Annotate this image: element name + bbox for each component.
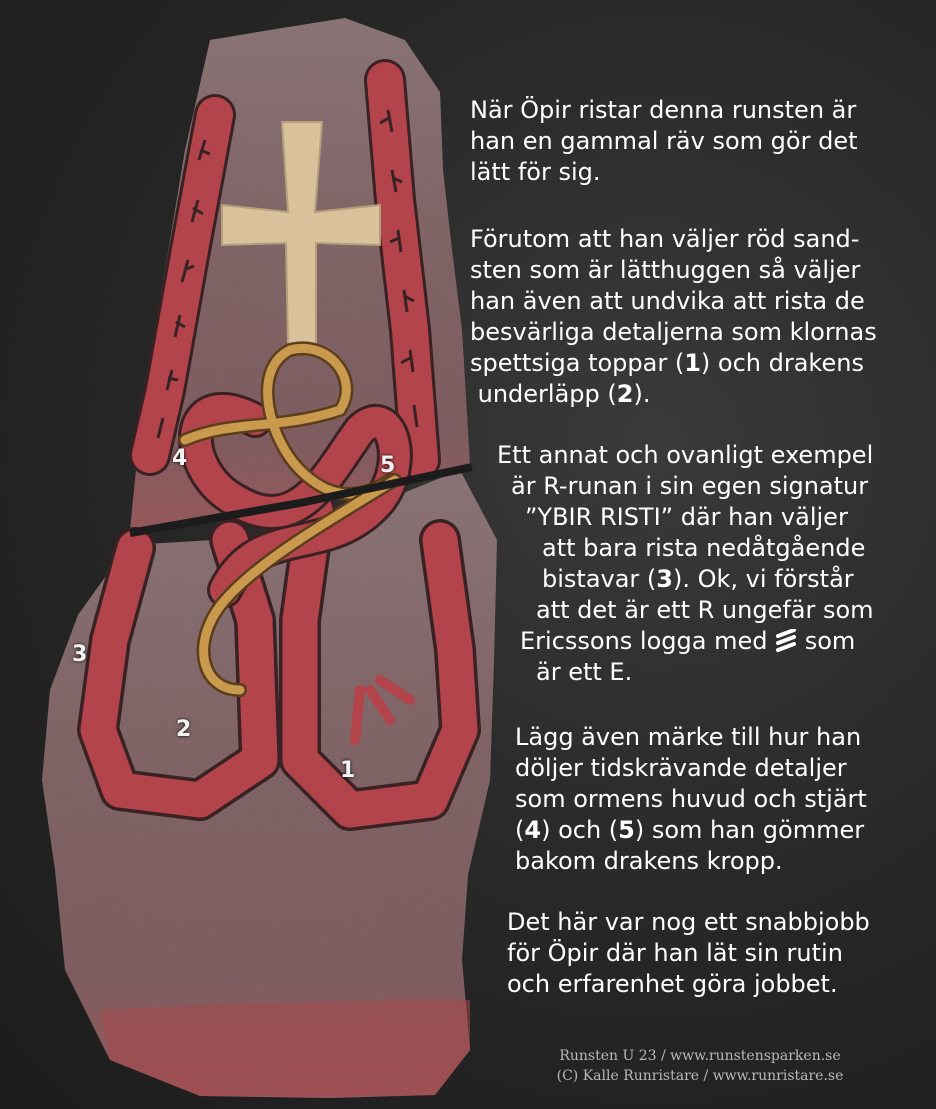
text-segment: ) och (: [541, 816, 619, 844]
paragraph-intro: [470, 95, 858, 188]
text-line: lätt för sig.: [470, 158, 601, 186]
text-line: han även att undvika att rista de: [470, 287, 865, 315]
ericsson-logo-icon: [775, 629, 797, 653]
text-line: och erfarenhet göra jobbet.: [507, 970, 838, 998]
text-segment: ). Ok, vi förstår: [673, 565, 854, 593]
marker-5: 5: [380, 453, 396, 478]
text-line: Lägg även märke till hur han: [515, 723, 862, 751]
text-line: är R-runan i sin egen signatur: [511, 472, 869, 500]
text-line: är ett E.: [536, 658, 633, 686]
marker-4: 4: [172, 446, 188, 471]
paragraph-signature: [497, 440, 874, 688]
text-line: att det är ett R ungefär som: [536, 596, 874, 624]
text-line: sten som är lätthuggen så väljer: [470, 256, 861, 284]
text-line: När Öpir ristar denna runsten är: [470, 96, 857, 124]
image-credits: [540, 1046, 860, 1086]
ref-number: 2: [616, 380, 634, 408]
paragraph-conclusion: [507, 907, 870, 1000]
paragraph-hidden-details: [515, 722, 867, 877]
text-segment: (: [515, 816, 525, 844]
ref-number: 1: [684, 349, 701, 377]
text-line: [497, 626, 874, 657]
text-line: [470, 379, 877, 410]
text-line: som ormens huvud och stjärt: [515, 785, 867, 813]
text-line: [497, 564, 874, 595]
text-segment: som: [797, 627, 856, 655]
text-line: Förutom att han väljer röd sand-: [470, 225, 860, 253]
marker-1: 1: [340, 758, 356, 783]
text-line: döljer tidskrävande detaljer: [515, 754, 847, 782]
credit-line-source: Runsten U 23 / www.runstensparken.se: [559, 1048, 841, 1064]
text-segment: underläpp (: [470, 380, 617, 408]
text-line: Ett annat och ovanligt exempel: [497, 441, 874, 469]
text-line: [470, 348, 877, 379]
text-segment: ) som han gömmer: [634, 816, 865, 844]
text-segment: ).: [633, 380, 651, 408]
text-line: besvärliga detaljerna som klornas: [470, 318, 877, 346]
ref-number: 4: [524, 816, 542, 844]
text-line: [515, 815, 867, 846]
ref-number: 3: [656, 565, 673, 593]
text-line: att bara rista nedåtgående: [542, 534, 866, 562]
text-line: ”YBIR RISTI” där han väljer: [525, 503, 848, 531]
marker-3: 3: [72, 642, 88, 667]
text-segment: bistavar (: [542, 565, 657, 593]
text-line: Det här var nog ett snabbjobb: [507, 908, 870, 936]
text-line: han en gammal räv som gör det: [470, 127, 858, 155]
text-segment: spettsiga toppar (: [470, 349, 685, 377]
text-line: för Öpir där han lät sin rutin: [507, 939, 843, 967]
text-segment: ) och drakens: [700, 349, 864, 377]
text-segment: Ericssons logga med: [520, 627, 776, 655]
ref-number: 5: [618, 816, 635, 844]
paragraph-sandstone: [470, 224, 877, 410]
marker-2: 2: [176, 717, 192, 742]
text-line: bakom drakens kropp.: [515, 847, 783, 875]
credit-line-copyright: (C) Kalle Runristare / www.runristare.se: [556, 1068, 844, 1084]
